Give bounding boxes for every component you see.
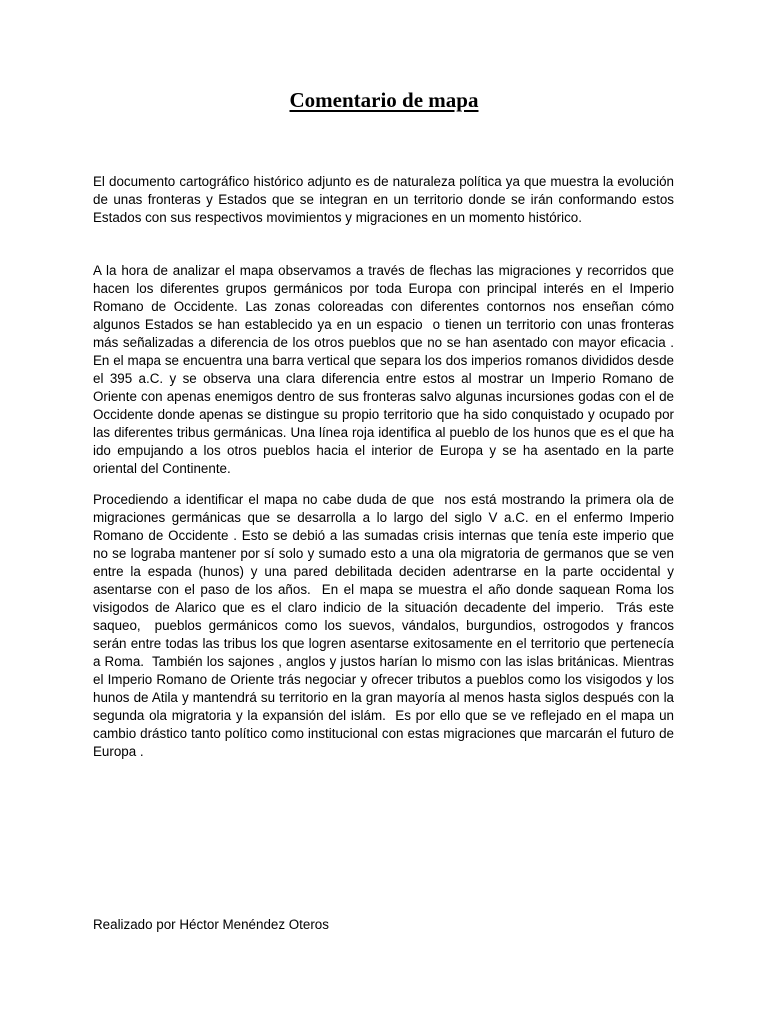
document-title [0, 86, 768, 114]
paragraph-analysis: A la hora de analizar el mapa observamos a través de flechas las migraciones y recorridos que hacen los diferentes grupos germánicos por toda Europa con principal interés en el Imperio Romano de Occidente. Las zonas coloreadas con diferentes contornos nos enseñan cómo algunos Estados se han establecido ya en un espacio o tienen un territorio con unas fronteras más señalizadas a diferencia de los otros pueblos que no se han asentado con mayor eficacia . En el mapa se encuentra una barra vertical que separa los dos imperios romanos divididos desde el 395 a.C. y se observa una clara diferencia entre estos al mostrar un Imperio Romano de Oriente con apenas enemigos dentro de sus fronteras salvo algunas incursiones godas con el de Occidente donde apenas se distingue su propio territorio que ha sido conquistado y ocupado por las diferentes tribus germánicas. Una línea roja identifica al pueblo de los hunos que es el que ha ido empujando a los otros pueblos hacia el interior de Europa y se ha asentado en la parte oriental del Continente. [93, 263, 678, 476]
document-title-text: Comentario de mapa [289, 88, 479, 112]
author-signature-line: Realizado por Héctor Menéndez Oteros [93, 917, 329, 932]
paragraph-introduction: El documento cartográfico histórico adjunto es de naturaleza política ya que muestra la evolución de unas fronteras y Estados que se integran en un territorio donde se irán conformando estos Estados con sus respectivos movimientos y migraciones en un momento histórico. [93, 174, 678, 225]
paragraph-identification: Procediendo a identificar el mapa no cabe duda de que nos está mostrando la primera ola de migraciones germánicas que se desarrolla a lo largo del siglo V a.C. en el enfermo Imperio Romano de Occidente . Esto se debió a las sumadas crisis internas que tenía este imperio que no se lograba mantener por sí solo y sumado esto a una ola migratoria de germanos que se ven entre la espada (hunos) y una pared debilitada deciden adentrarse en la parte occidental y asentarse con el paso de los años. En el mapa se muestra el año donde saquean Roma los visigodos de Alarico que es el claro indicio de la situación decadente del imperio. Trás este saqueo, pueblos germánicos como los suevos, vándalos, burgundios, ostrogodos y francos serán entre todas las tribus los que logren asentarse exitosamente en el territorio que pertenecía a Roma. También los sajones , anglos y justos harían lo mismo con las islas británicas. Mientras el Imperio Romano de Oriente trás negociar y ofrecer tributos a pueblos como los visigodos y los hunos de Atila y mantendrá su territorio en la gran mayoría al menos hasta siglos después con la segunda ola migratoria y la expansión del islám. Es por ello que se ve reflejado en el mapa un cambio drástico tanto político como institucional con estas migraciones que marcarán el futuro de Europa . [93, 492, 678, 759]
